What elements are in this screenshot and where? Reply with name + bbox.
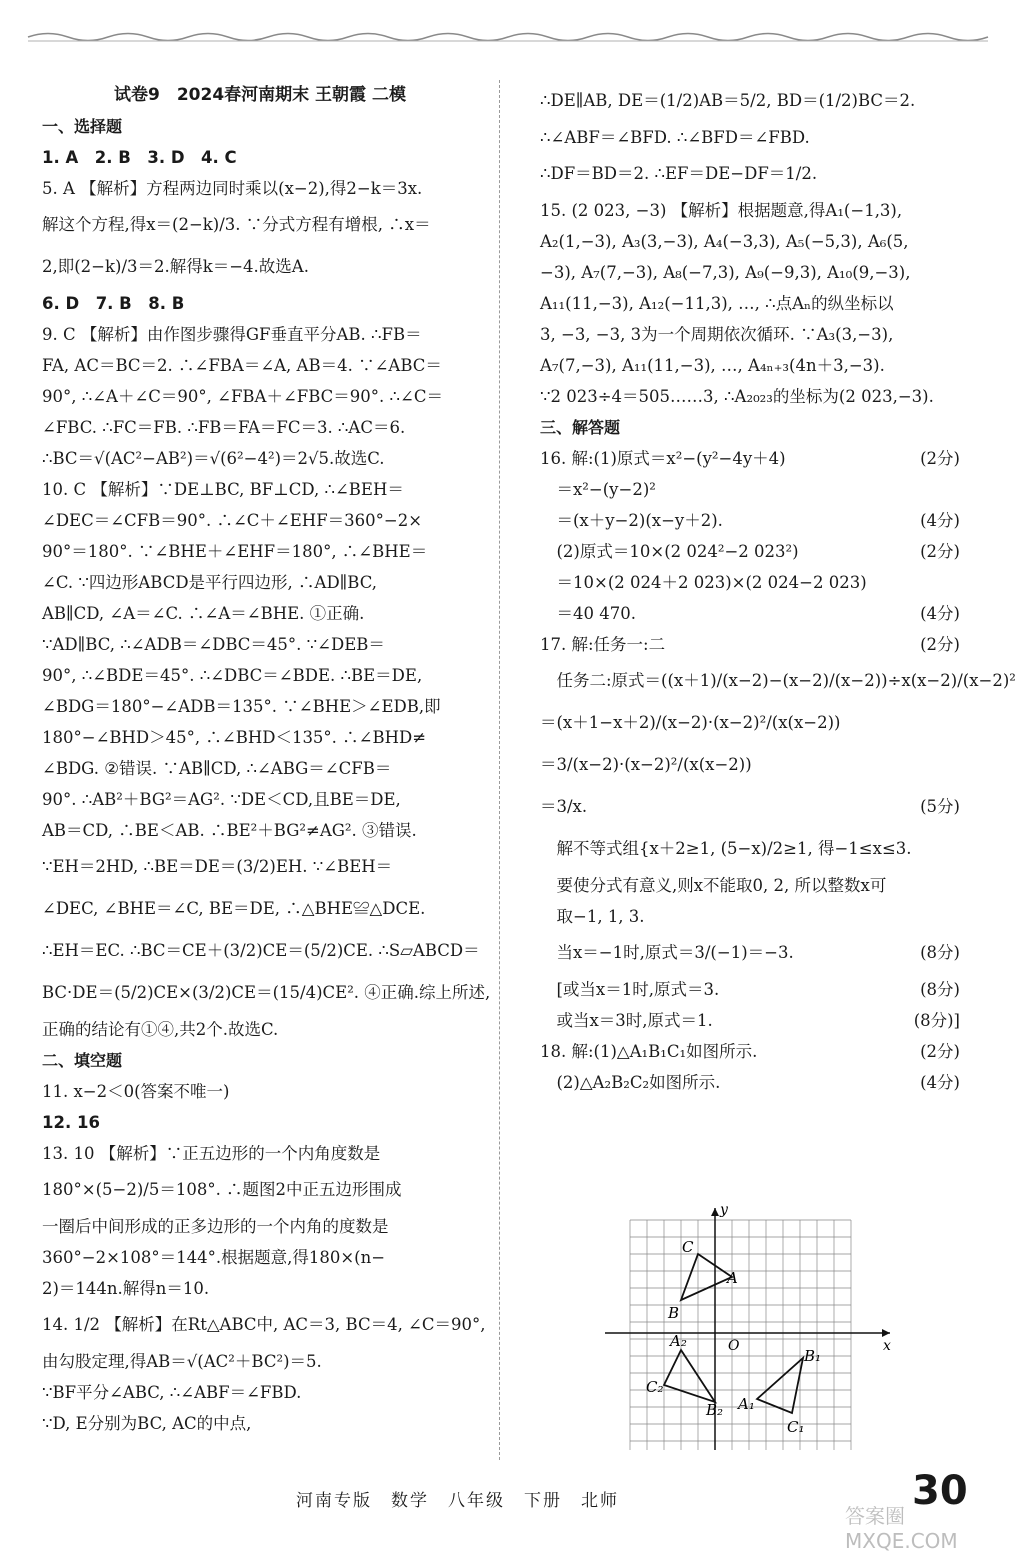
answer-line: ∵BF平分∠ABC, ∴∠ABF＝∠FBD. (42, 1383, 302, 1402)
answer-line: ∵D, E分别为BC, AC的中点, (42, 1414, 252, 1433)
solution-line (540, 901, 960, 932)
label-b2: B₂ (706, 1401, 724, 1419)
solution-line (540, 536, 960, 567)
answer-line: 90°, ∴∠A＋∠C＝90°, ∠FBA＋∠FBC＝90°. ∴∠C＝ (42, 387, 443, 406)
answer-line: ∠BDG＝180°−∠ADB＝135°. ∵∠BHE＞∠EDB,即 (42, 697, 441, 716)
solution-line (540, 505, 960, 536)
solution-line (540, 1036, 960, 1067)
solution-text: 当x＝−1时,原式＝3/(−1)＝−3. (540, 943, 794, 962)
label-c: C (682, 1238, 694, 1256)
solution-line (540, 744, 960, 786)
answer-line: ∠DEC, ∠BHE＝∠C, BE＝DE, ∴△BHE≌△DCE. (42, 899, 426, 918)
answer-line: 180°×(5−2)/5＝108°. ∴题图2中正五边形围成 (42, 1180, 402, 1199)
answer-line: AB＝CD, ∴BE＜AB. ∴BE²＋BG²≠AG². ③错误. (42, 821, 417, 840)
solution-line (540, 974, 960, 1005)
right-column (540, 80, 1016, 1098)
triangle-a1b1c1 (757, 1358, 803, 1413)
score: (2分) (920, 449, 960, 468)
answer-line: −3), A₇(7,−3), A₈(−7,3), A₉(−9,3), A₁₀(9,−3), (540, 263, 911, 282)
answer-line: FA, AC＝BC＝2. ∴∠FBA＝∠A, AB＝4. ∵∠ABC＝ (42, 356, 442, 375)
solution-text: 要使分式有意义,则x不能取0, 2, 所以整数x可 (540, 876, 887, 895)
solution-line (540, 870, 960, 901)
solution-text: 解不等式组{x＋2≥1, (5−x)/2≥1, 得−1≤x≤3. (540, 839, 912, 858)
answer-line: 180°−∠BHD＞45°, ∴∠BHD＜135°. ∴∠BHD≠ (42, 728, 427, 747)
page-title: 试卷9 2024春河南期末 王朝霞 二模 (114, 85, 406, 105)
score: (4分) (920, 1073, 960, 1092)
answer-line: 90°＝180°. ∵∠BHE＋∠EHF＝180°, ∴∠BHE＝ (42, 542, 428, 561)
answer-line: A₂(1,−3), A₃(3,−3), A₄(−3,3), A₅(−5,3), A₆(5, (540, 232, 909, 251)
grid (630, 1220, 851, 1450)
section-heading-solve: 三、解答题 (540, 418, 621, 437)
score: (2分) (920, 1042, 960, 1061)
answer-line: ∠FBC. ∴FC＝FB. ∴FB＝FA＝FC＝3. ∴AC＝6. (42, 418, 406, 437)
answer-line: 1. A 2. B 3. D 4. C (42, 148, 237, 167)
solution-line (540, 932, 960, 974)
solution-line (540, 1067, 960, 1098)
x-axis-arrow (882, 1329, 890, 1337)
triangle-abc (681, 1254, 732, 1300)
answer-line: 90°. ∴AB²＋BG²＝AG². ∵DE＜CD,且BE＝DE, (42, 790, 401, 809)
answer-line: ∴DF＝BD＝2. ∴EF＝DE−DF＝1/2. (540, 164, 818, 183)
score: (8分)] (913, 1011, 960, 1030)
solution-text: 18. 解:(1)△A₁B₁C₁如图所示. (540, 1042, 758, 1061)
left-column (42, 80, 491, 1439)
solution-line (540, 567, 960, 598)
solution-line (540, 786, 960, 828)
solution-text: [或当x＝1时,原式＝3. (540, 980, 720, 999)
solution-text: (2)原式＝10×(2 024²−2 023²) (540, 542, 799, 561)
solution-text: ＝3/(x−2)·(x−2)²/(x(x−2)) (540, 755, 752, 774)
label-a2: A₂ (670, 1332, 687, 1350)
section-heading-fill: 二、填空题 (42, 1051, 123, 1070)
label-b1: B₁ (804, 1347, 822, 1365)
decorative-border (28, 30, 988, 44)
score: (8分) (920, 943, 960, 962)
answer-line: ∵EH＝2HD, ∴BE＝DE＝(3/2)EH. ∵∠BEH＝ (42, 857, 393, 876)
answer-line: ∠DEC＝∠CFB＝90°. ∴∠C＋∠EHF＝360°−2× (42, 511, 423, 530)
solution-text: ＝10×(2 024＋2 023)×(2 024−2 023) (540, 573, 867, 592)
solution-line (540, 629, 960, 660)
solution-text: 16. 解:(1)原式＝x²−(y²−4y＋4) (540, 449, 786, 468)
score: (4分) (920, 604, 960, 623)
triangle-a2b2c2 (664, 1350, 715, 1402)
answer-line: ∵2 023÷4＝505……3, ∴A₂₀₂₃的坐标为(2 023,−3). (540, 387, 934, 406)
x-axis-label: x (883, 1338, 891, 1354)
answer-line: 9. C 【解析】由作图步骤得GF垂直平分AB. ∴FB＝ (42, 325, 422, 344)
answer-line: BC·DE＝(5/2)CE×(3/2)CE＝(15/4)CE². ④正确.综上所述, (42, 983, 491, 1002)
answer-line: ∠C. ∵四边形ABCD是平行四边形, ∴AD∥BC, (42, 573, 378, 592)
score: (2分) (920, 542, 960, 561)
page-number: 30 (912, 1468, 968, 1514)
label-a1: A₁ (738, 1395, 755, 1413)
answer-line: ∴DE∥AB, DE＝(1/2)AB＝5/2, BD＝(1/2)BC＝2. (540, 91, 916, 110)
solution-text: ＝3/x. (540, 797, 588, 816)
label-c1: C₁ (787, 1418, 805, 1436)
answer-line: 14. 1/2 【解析】在Rt△ABC中, AC＝3, BC＝4, ∠C＝90°, (42, 1315, 486, 1334)
answer-line: 12. 16 (42, 1113, 100, 1132)
solution-text: (2)△A₂B₂C₂如图所示. (540, 1073, 721, 1092)
label-c2: C₂ (646, 1378, 664, 1396)
solution-text: ＝x²−(y−2)² (540, 480, 656, 499)
solution-line (540, 474, 960, 505)
solution-line (540, 443, 960, 474)
answer-line: AB∥CD, ∠A＝∠C. ∴∠A＝∠BHE. ①正确. (42, 604, 365, 623)
answer-line: ∴EH＝EC. ∴BC＝CE＋(3/2)CE＝(5/2)CE. ∴S▱ABCD＝ (42, 941, 480, 960)
solution-text: 或当x＝3时,原式＝1. (540, 1011, 713, 1030)
solution-line (540, 1005, 960, 1036)
watermark: 答案圈 MXQE.COM (845, 1504, 958, 1553)
answer-line: 2,即(2−k)/3＝2.解得k＝−4.故选A. (42, 257, 309, 276)
solution-text: ＝(x＋1−x＋2)/(x−2)·(x−2)²/(x(x−2)) (540, 713, 841, 732)
solution-text: ＝40 470. (540, 604, 636, 623)
answer-line: A₇(7,−3), A₁₁(11,−3), …, A₄ₙ₊₃(4n＋3,−3). (540, 356, 885, 375)
score: (5分) (920, 797, 960, 816)
answer-line: ∴∠ABF＝∠BFD. ∴∠BFD＝∠FBD. (540, 128, 810, 147)
answer-line: 360°−2×108°＝144°.根据题意,得180×(n− (42, 1248, 386, 1267)
y-axis-label: y (720, 1202, 728, 1218)
answer-line: 由勾股定理,得AB＝√(AC²＋BC²)＝5. (42, 1352, 322, 1371)
footer-text: 河南专版 数学 八年级 下册 北师 (296, 1491, 619, 1511)
answer-line: 2)＝144n.解得n＝10. (42, 1279, 210, 1298)
answer-line: 10. C 【解析】∵DE⊥BC, BF⊥CD, ∴∠BEH＝ (42, 480, 404, 499)
solution-line (540, 660, 1016, 702)
coordinate-graph (600, 1200, 900, 1455)
score: (2分) (920, 635, 960, 654)
solution-line (540, 702, 960, 744)
label-a: A (727, 1269, 738, 1287)
solution-text: 17. 解:任务一:二 (540, 635, 666, 654)
solution-text: 任务二:原式＝((x＋1)/(x−2)−(x−2)/(x−2))÷x(x−2)/(x−2)² (540, 671, 1016, 690)
answer-line: 解这个方程,得x＝(2−k)/3. ∵分式方程有增根, ∴x＝ (42, 215, 431, 234)
score: (4分) (920, 511, 960, 530)
column-divider (499, 80, 500, 1460)
answer-line: 13. 10 【解析】∵正五边形的一个内角度数是 (42, 1144, 381, 1163)
answer-line: 6. D 7. B 8. B (42, 294, 185, 313)
score: (8分) (920, 980, 960, 999)
answer-line: 正确的结论有①④,共2个.故选C. (42, 1020, 279, 1039)
answer-line: ∵AD∥BC, ∴∠ADB＝∠DBC＝45°. ∵∠DEB＝ (42, 635, 385, 654)
y-axis-arrow (711, 1208, 719, 1216)
answer-line: 90°, ∴∠BDE＝45°. ∴∠DBC＝∠BDE. ∴BE＝DE, (42, 666, 423, 685)
answer-line: 11. x−2＜0(答案不唯一) (42, 1082, 230, 1101)
answer-line: 3, −3, −3, 3为一个周期依次循环. ∵A₃(3,−3), (540, 325, 894, 344)
solution-text: ＝(x＋y−2)(x−y＋2). (540, 511, 723, 530)
answer-line: A₁₁(11,−3), A₁₂(−11,3), …, ∴点Aₙ的纵坐标以 (540, 294, 894, 313)
solution-text: 取−1, 1, 3. (540, 907, 645, 926)
answer-line: 一圈后中间形成的正多边形的一个内角的度数是 (42, 1217, 389, 1236)
answer-line: ∠BDG. ②错误. ∵AB∥CD, ∴∠ABG＝∠CFB＝ (42, 759, 392, 778)
answer-line: ∴BC＝√(AC²−AB²)＝√(6²−4²)＝2√5.故选C. (42, 449, 385, 468)
origin-label: O (728, 1338, 740, 1354)
answer-line: 15. (2 023, −3) 【解析】根据题意,得A₁(−1,3), (540, 201, 903, 220)
label-b: B (668, 1304, 680, 1322)
answer-line: 5. A 【解析】方程两边同时乘以(x−2),得2−k＝3x. (42, 179, 423, 198)
solution-line (540, 828, 960, 870)
section-heading-choice: 一、选择题 (42, 117, 123, 136)
solution-line (540, 598, 960, 629)
